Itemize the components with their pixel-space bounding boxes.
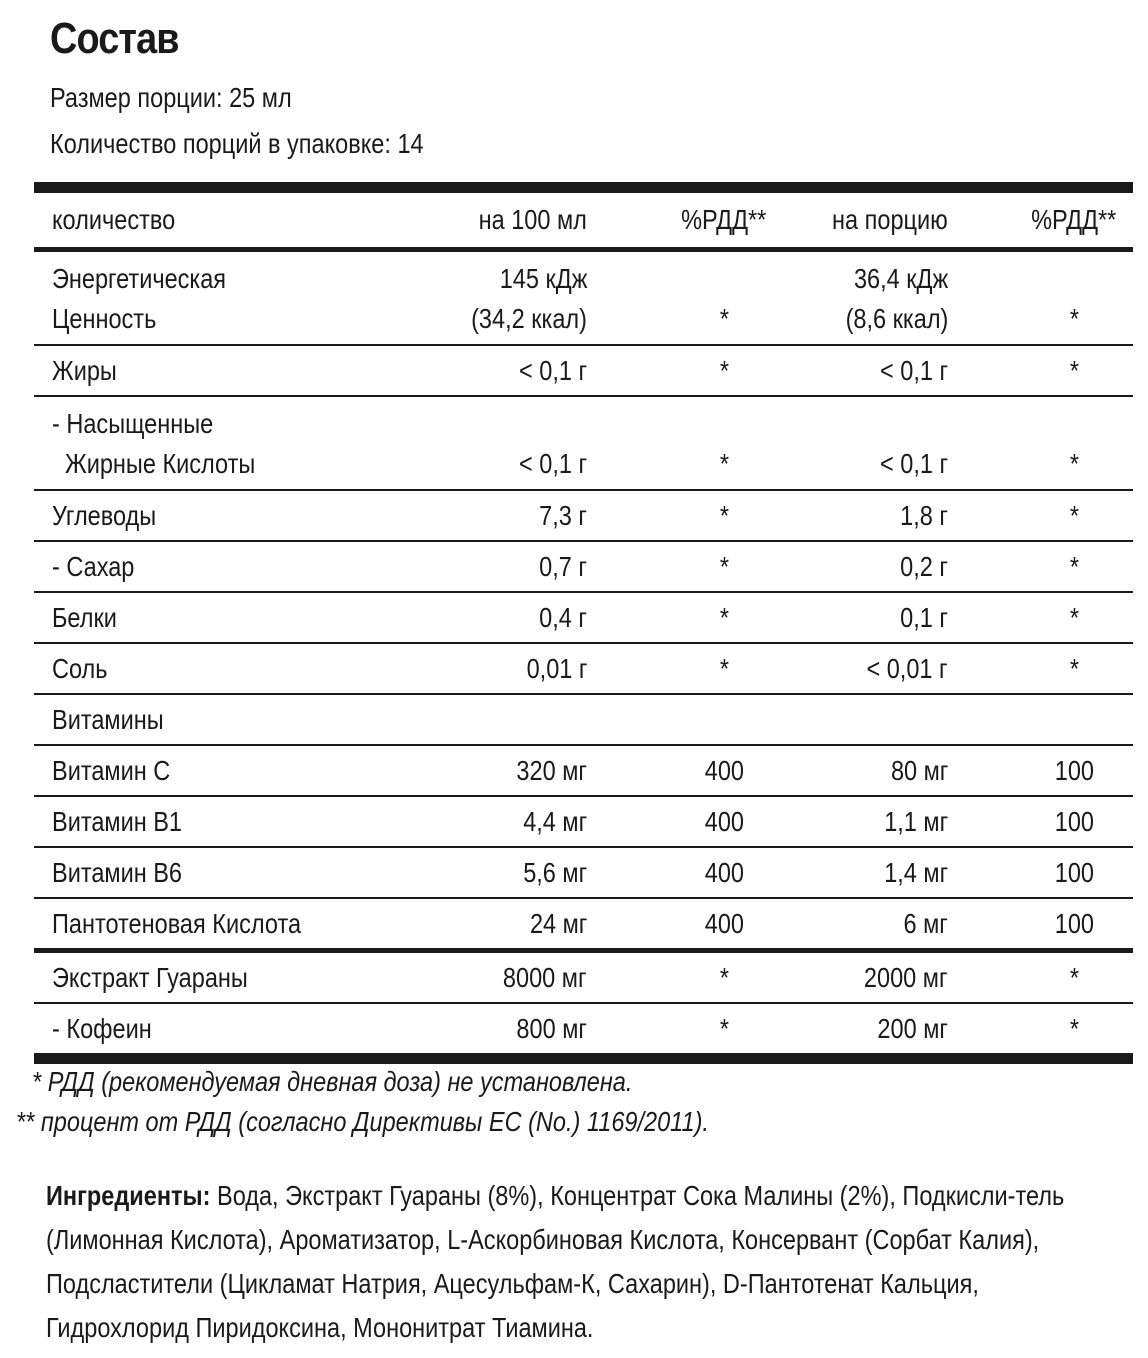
row-per-portion: 0,1 г — [900, 602, 948, 633]
row-per100: 0,7 г — [539, 551, 587, 582]
row-per100: < 0,1 г — [518, 448, 587, 479]
ingredients-label: Ингредиенты: — [46, 1180, 211, 1211]
row-name-line1: Энергетическая — [52, 263, 227, 294]
row-per-portion: 0,2 г — [900, 551, 948, 582]
header-name: количество — [52, 204, 176, 235]
row-per-portion-line2: (8,6 ккал) — [845, 303, 948, 334]
row-rdd1: * — [719, 448, 729, 479]
row-per-portion: 1,1 мг — [884, 806, 948, 837]
row-per100-line1: 145 кДж — [499, 263, 587, 294]
row-rdd1: 400 — [704, 755, 744, 786]
row-rdd1: * — [719, 355, 729, 386]
row-per-portion: 6 мг — [903, 908, 948, 939]
table-row — [34, 848, 1133, 899]
row-per100: 7,3 г — [539, 500, 587, 531]
row-rdd1: 400 — [704, 857, 744, 888]
serving-size: Размер порции: 25 мл — [50, 82, 292, 113]
row-name: Углеводы — [52, 500, 157, 531]
table-header — [34, 193, 1133, 252]
row-name: Пантотеновая Кислота — [52, 908, 302, 939]
row-rdd1: * — [719, 500, 729, 531]
page-title: Состав — [50, 14, 179, 63]
row-per100: 4,4 мг — [523, 806, 587, 837]
row-rdd2: * — [1069, 653, 1079, 684]
header-per100: на 100 мл — [478, 204, 587, 235]
row-per-portion-line1: 36,4 кДж — [853, 263, 948, 294]
row-rdd1: 400 — [704, 806, 744, 837]
row-rdd1: 400 — [704, 908, 744, 939]
row-rdd1: * — [719, 653, 729, 684]
row-per-portion: 1,8 г — [900, 500, 948, 531]
footnote-rdd: * РДД (рекомендуемая дневная доза) не установлена. — [32, 1066, 633, 1097]
header-rdd2: %РДД** — [1031, 204, 1117, 235]
row-per100: 8000 мг — [503, 962, 587, 993]
row-rdd1: * — [719, 551, 729, 582]
row-per100: 0,01 г — [526, 653, 587, 684]
table-section-row — [34, 695, 1133, 746]
row-rdd2: 100 — [1054, 908, 1094, 939]
table-row — [34, 797, 1133, 848]
row-name-line1: - Насыщенные — [52, 408, 214, 439]
row-rdd2: * — [1069, 551, 1079, 582]
table-row — [34, 593, 1133, 644]
row-per-portion: 2000 мг — [864, 962, 948, 993]
table-row — [34, 953, 1133, 1004]
row-name-line2: Жирные Кислоты — [65, 448, 256, 479]
row-per-portion: < 0,1 г — [879, 448, 948, 479]
row-rdd2: * — [1069, 448, 1079, 479]
ingredients-paragraph — [46, 1174, 1113, 1350]
row-per100: 320 мг — [516, 755, 587, 786]
table-row — [34, 397, 1133, 491]
table-row — [34, 346, 1133, 397]
row-name-line2: Ценность — [52, 303, 157, 334]
row-name: Витамин В1 — [52, 806, 183, 837]
servings-per-pack: Количество порций в упаковке: 14 — [50, 128, 424, 159]
ingredients-text: Вода, Экстракт Гуараны (8%), Концентрат Сока Малины (2%), Подкисли-тель (Лимонная Кислота), Ароматизатор, L-Аскорбиновая Кислота, Консервант (Сорбат Калия), Подсластители (Цикламат Натрия, Ацесульфам-К, Сахарин), D-Пантотенат Кальция, Гидрохлорид Пиридоксина, Мононитрат Тиамина. — [46, 1180, 1065, 1343]
row-rdd2: * — [1069, 355, 1079, 386]
row-rdd1: * — [719, 1013, 729, 1044]
row-rdd2: 100 — [1054, 755, 1094, 786]
row-per-portion: 80 мг — [890, 755, 948, 786]
row-per-portion: < 0,1 г — [879, 355, 948, 386]
row-name: Витамин В6 — [52, 857, 183, 888]
row-rdd2: * — [1069, 962, 1079, 993]
row-name: Белки — [52, 602, 117, 633]
row-rdd2: 100 — [1054, 857, 1094, 888]
row-name: Жиры — [52, 355, 117, 386]
row-rdd2: * — [1069, 500, 1079, 531]
header-per-portion: на порцию — [832, 204, 948, 235]
table-row — [34, 491, 1133, 542]
row-rdd2: * — [1069, 303, 1079, 334]
row-rdd1: * — [719, 303, 729, 334]
row-name: Витамин С — [52, 755, 171, 786]
section-label: Витамины — [52, 704, 164, 735]
row-rdd2: * — [1069, 1013, 1079, 1044]
row-rdd1: * — [719, 602, 729, 633]
footnote-percent: ** процент от РДД (согласно Директивы ЕС (No.) 1169/2011). — [16, 1106, 709, 1137]
table-row — [34, 899, 1133, 953]
table-row — [34, 746, 1133, 797]
table-row — [34, 252, 1133, 346]
row-name: Экстракт Гуараны — [52, 962, 248, 993]
row-per-portion: 1,4 мг — [884, 857, 948, 888]
table-row — [34, 644, 1133, 695]
row-per100: 0,4 г — [539, 602, 587, 633]
row-per-portion: < 0,01 г — [866, 653, 948, 684]
row-name: Соль — [52, 653, 108, 684]
row-per100: 24 мг — [529, 908, 587, 939]
row-name: - Сахар — [52, 551, 135, 582]
header-rdd1: %РДД** — [681, 204, 767, 235]
row-rdd2: * — [1069, 602, 1079, 633]
row-name: - Кофеин — [52, 1013, 152, 1044]
nutrition-table — [34, 182, 1133, 1064]
row-per100: < 0,1 г — [518, 355, 587, 386]
row-rdd2: 100 — [1054, 806, 1094, 837]
row-per100: 800 мг — [516, 1013, 587, 1044]
table-row — [34, 542, 1133, 593]
row-rdd1: * — [719, 962, 729, 993]
row-per100-line2: (34,2 ккал) — [471, 303, 587, 334]
table-row — [34, 1004, 1133, 1053]
row-per100: 5,6 мг — [523, 857, 587, 888]
row-per-portion: 200 мг — [877, 1013, 948, 1044]
